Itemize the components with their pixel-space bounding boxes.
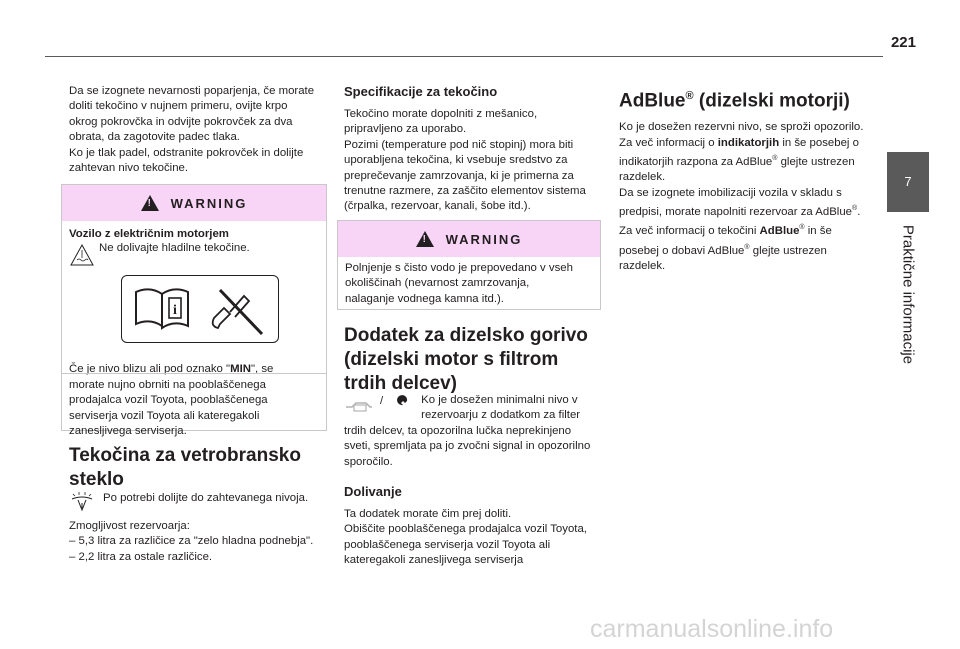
diesel-additive-section: Dodatek za dizelsko gorivo (dizelski motor s filtrom trdih delcev): [344, 324, 614, 396]
warning-body: Če je nivo blizu ali pod oznako "MIN", se morate nujno obrniti na pooblaščenega prodajalca vozil Toyota, pooblaščenega serviserja vozil Toyota ali kateregakoli zanesljivega serviserja.: [69, 363, 274, 438]
chapter-label: Praktične informacije: [899, 224, 917, 365]
chapter-tab[interactable]: 7: [887, 152, 929, 212]
warning-triangle-icon: [141, 195, 159, 211]
watermark: carmanualsonline.info: [590, 615, 834, 643]
warning-instruction: Ne dolivajte hladilne tekočine.: [99, 242, 250, 255]
warning-header: ! WARNING: [338, 221, 600, 257]
additive-warning-continued: trdih delcev, ta opozorilna lučka neprekinjeno sveti, spremljata pa jo zvočni signal in opozorilno sporočilo.: [344, 424, 591, 468]
warning-subheading: Vozilo z električnim motorjem: [69, 228, 229, 240]
svg-text:i: i: [173, 303, 177, 319]
warning-triangle-icon: [416, 231, 434, 247]
section-title: Dodatek za dizelsko gorivo: [344, 325, 588, 346]
page-number: 221: [890, 34, 916, 51]
washer-fluid-icon: [69, 491, 95, 513]
capacity-text: Zmogljivost rezervoarja: – 5,3 litra za različice za "zelo hladna podnebja". – 2,2 litra za ostale različice.: [69, 520, 314, 563]
coolant-warning-icon: [69, 242, 95, 268]
adblue-section: [619, 84, 881, 274]
adblue-text: Ko je dosežen rezervni nivo, se sproži opozorilo. Za več informacij o indikatorjih in še posebej o indikatorjih razpona za AdBlue® glejte ustrezen razdelek. Da se izognete imobilizaciji vozila v skladu s predpisi, morate napolniti rezervoar za AdBlue®. Za več informacij o tekočini AdBlue® in še posebej o dobavi AdBlue® glejte ustrezen razdelek.: [619, 121, 864, 272]
intro-paragraph: Da se izognete nevarnosti poparjenja, če morate doliti tekočino v nujnem primeru, ovijte krpo okrog pokrovčka in odvijte pokrovček za dva obrata, da zagotovite padec tlaka. Ko je tlak padel, odstranite pokrovček in dolijte zahtevan nivo tekočine.: [69, 85, 315, 175]
additive-warning-text: Ko je dosežen minimalni nivo v rezervoarju z dodatkom za filter: [421, 394, 581, 422]
spec-title: Specifikacije za tekočino: [344, 84, 498, 99]
warning-box-electric: [61, 184, 327, 438]
particle-filter-warning-icon: [344, 397, 374, 417]
washer-fluid-section: Tekočina za vetrobransko steklo: [69, 444, 331, 492]
washer-fluid-instruction: Po potrebi dolijte do zahtevanega nivoja.: [103, 492, 309, 504]
section-title: AdBlue® (dizelski motorji): [619, 90, 850, 112]
manual-no-refill-icon: [121, 275, 279, 343]
fluid-spec-section: Specifikacije za tekočino Tekočino morate dopolniti z mešanico, pripravljeno za uporabo. Pozimi (temperature pod nič stopinj) mora biti uporabljena tekočina, ki vsebuje sredstvo za preprečevanje zamrzovanja, ki je primerna za trenutne razmere, za zaščito elementov sistema (črpalka, rezervoar, kanali, šobe itd.).: [344, 84, 606, 215]
header-rule: [45, 56, 883, 57]
refill-title: Dolivanje: [344, 484, 402, 499]
warning-header: ! WARNING: [62, 185, 326, 221]
wrench-icon: [389, 393, 415, 419]
refill-section: Dolivanje Ta dodatek morate čim prej doliti. Obiščite pooblaščenega prodajalca vozil Toyota, pooblaščenega serviserja vozil Toyota ali kateregakoli zanesljivega serviserja: [344, 484, 606, 569]
warning-body: Polnjenje s čisto vodo je prepovedano v vseh okoliščinah (nevarnost zamrzovanja, nalaganje vodnega kamna itd.).: [345, 262, 573, 305]
section-title: Tekočina za vetrobransko: [69, 445, 301, 466]
warning-box-water: [337, 220, 601, 310]
